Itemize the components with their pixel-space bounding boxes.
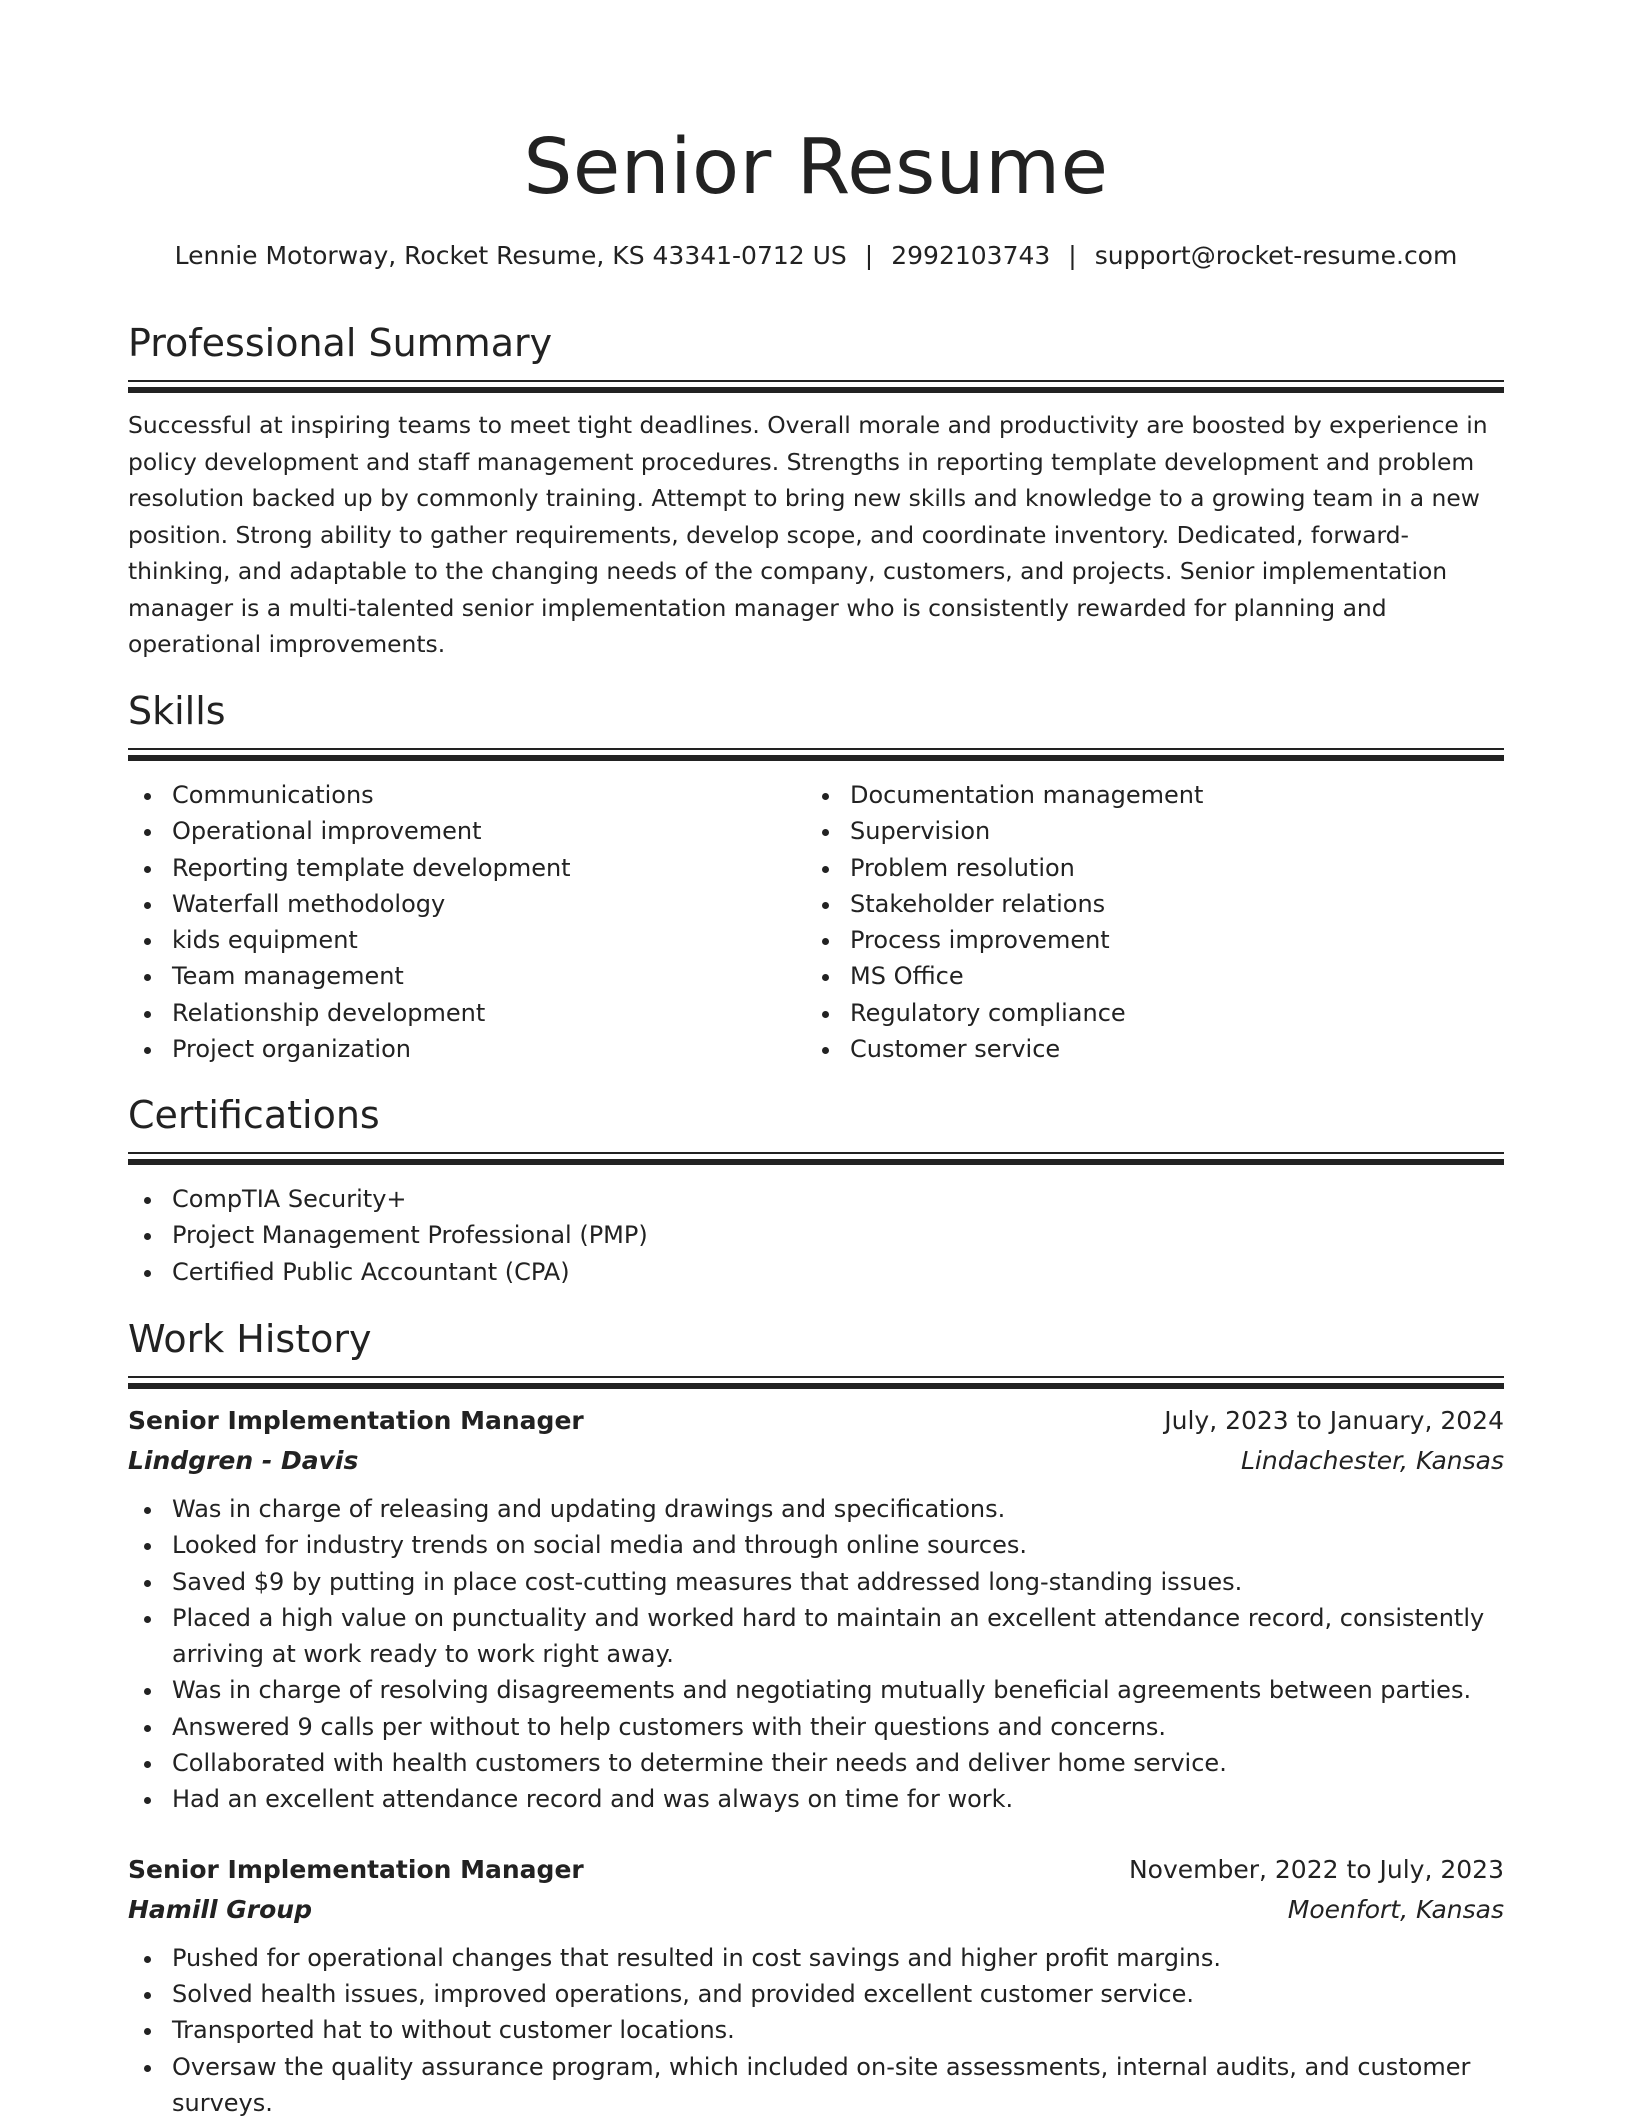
skill-item: Documentation management (806, 777, 1484, 813)
job-bullet: Collaborated with health customers to determine their needs and deliver home service. (128, 1745, 1504, 1781)
skill-item: kids equipment (128, 922, 806, 958)
summary-heading: Professional Summary (128, 321, 553, 365)
job-bullet-list (128, 1940, 1504, 2121)
job-bullet: Placed a high value on punctuality and worked hard to maintain an excellent attendance record, consistently arriving at work ready to work right away. (128, 1600, 1504, 1673)
job-bullet: Answered 9 calls per without to help customers with their questions and concerns. (128, 1709, 1504, 1745)
skill-item: Regulatory compliance (806, 995, 1484, 1031)
skill-item: Communications (128, 777, 806, 813)
work-history-section (128, 1314, 1504, 2121)
skill-item: Customer service (806, 1031, 1484, 1067)
contact-separator: | (864, 241, 874, 270)
job-bullet: Saved $9 by putting in place cost-cutting measures that addressed long-standing issues. (128, 1564, 1504, 1600)
job-title: Senior Implementation Manager (128, 1854, 584, 1884)
job-dates: November, 2022 to July, 2023 (1128, 1854, 1504, 1884)
skill-item: Reporting template development (128, 850, 806, 886)
skill-item: Process improvement (806, 922, 1484, 958)
resume-name: Senior Resume (523, 123, 1109, 212)
job-location: Moenfort, Kansas (1287, 1894, 1504, 1924)
job-bullet: Oversaw the quality assurance program, which included on-site assessments, internal audits, and customer surveys. (128, 2049, 1504, 2121)
certifications-list (128, 1181, 1504, 1290)
skill-item: Waterfall methodology (128, 886, 806, 922)
certifications-heading: Certifications (128, 1093, 380, 1137)
skill-item: Stakeholder relations (806, 886, 1484, 922)
skills-list-right (806, 777, 1484, 1067)
job-dates: July, 2023 to January, 2024 (1164, 1406, 1504, 1435)
summary-section (128, 318, 1504, 663)
job-bullet: Had an excellent attendance record and was always on time for work. (128, 1781, 1504, 1817)
contact-address: Lennie Motorway, Rocket Resume, KS 43341-0712 US (174, 241, 847, 270)
skills-heading: Skills (128, 689, 226, 733)
skill-item: Supervision (806, 813, 1484, 849)
skill-item: Project organization (128, 1031, 806, 1067)
job-subheader (128, 1890, 1504, 1930)
contact-phone: 2992103743 (891, 241, 1051, 270)
job-location: Lindachester, Kansas (1240, 1446, 1504, 1475)
skill-item: Team management (128, 958, 806, 994)
summary-text: Successful at inspiring teams to meet tight deadlines. Overall morale and productivity are boosted by experience in policy development and staff management procedures. Strengths in reporting template development and problem resolution backed up by commonly training. Attempt to bring new skills and knowledge to a growing team in a new position. Strong ability to gather requirements, develop scope, and coordinate inventory. Dedicated, forward-thinking, and adaptable to the changing needs of the company, customers, and projects. Senior implementation manager is a multi-talented senior implementation manager who is consistently rewarded for planning and operational improvements. (128, 411, 1488, 658)
job-entry (128, 1401, 1504, 1818)
certification-item: Project Management Professional (PMP) (128, 1217, 1504, 1253)
section-divider (128, 380, 1504, 393)
certifications-section (128, 1090, 1504, 1290)
skills-list-left (128, 777, 806, 1067)
section-divider (128, 748, 1504, 761)
skill-item: MS Office (806, 958, 1484, 994)
job-bullet: Solved health issues, improved operations, and provided excellent customer service. (128, 1976, 1504, 2012)
skill-item: Problem resolution (806, 850, 1484, 886)
contact-separator: | (1068, 241, 1077, 270)
work-history-heading: Work History (128, 1317, 372, 1361)
contact-email: support@rocket-resume.com (1094, 241, 1458, 270)
job-bullet: Pushed for operational changes that resulted in cost savings and higher profit margins. (128, 1940, 1504, 1976)
job-title: Senior Implementation Manager (128, 1406, 584, 1435)
section-divider (128, 1152, 1504, 1165)
job-entry (128, 1850, 1504, 2121)
skill-item: Relationship development (128, 995, 806, 1031)
job-bullet: Was in charge of resolving disagreements and negotiating mutually beneficial agreements between parties. (128, 1672, 1504, 1708)
job-header (128, 1401, 1504, 1441)
job-bullet: Looked for industry trends on social media and through online sources. (128, 1527, 1504, 1563)
section-divider (128, 1376, 1504, 1389)
skills-section (128, 686, 1504, 1067)
job-bullet: Transported hat to without customer locations. (128, 2012, 1504, 2048)
job-bullet-list (128, 1491, 1504, 1818)
job-company: Hamill Group (128, 1894, 312, 1924)
skill-item: Operational improvement (128, 813, 806, 849)
certification-item: Certified Public Accountant (CPA) (128, 1254, 1504, 1290)
job-header (128, 1850, 1504, 1890)
job-bullet: Was in charge of releasing and updating drawings and specifications. (128, 1491, 1504, 1527)
contact-line (128, 236, 1504, 276)
job-company: Lindgren - Davis (128, 1446, 359, 1475)
job-subheader (128, 1441, 1504, 1481)
certification-item: CompTIA Security+ (128, 1181, 1504, 1217)
skills-grid (128, 777, 1504, 1067)
